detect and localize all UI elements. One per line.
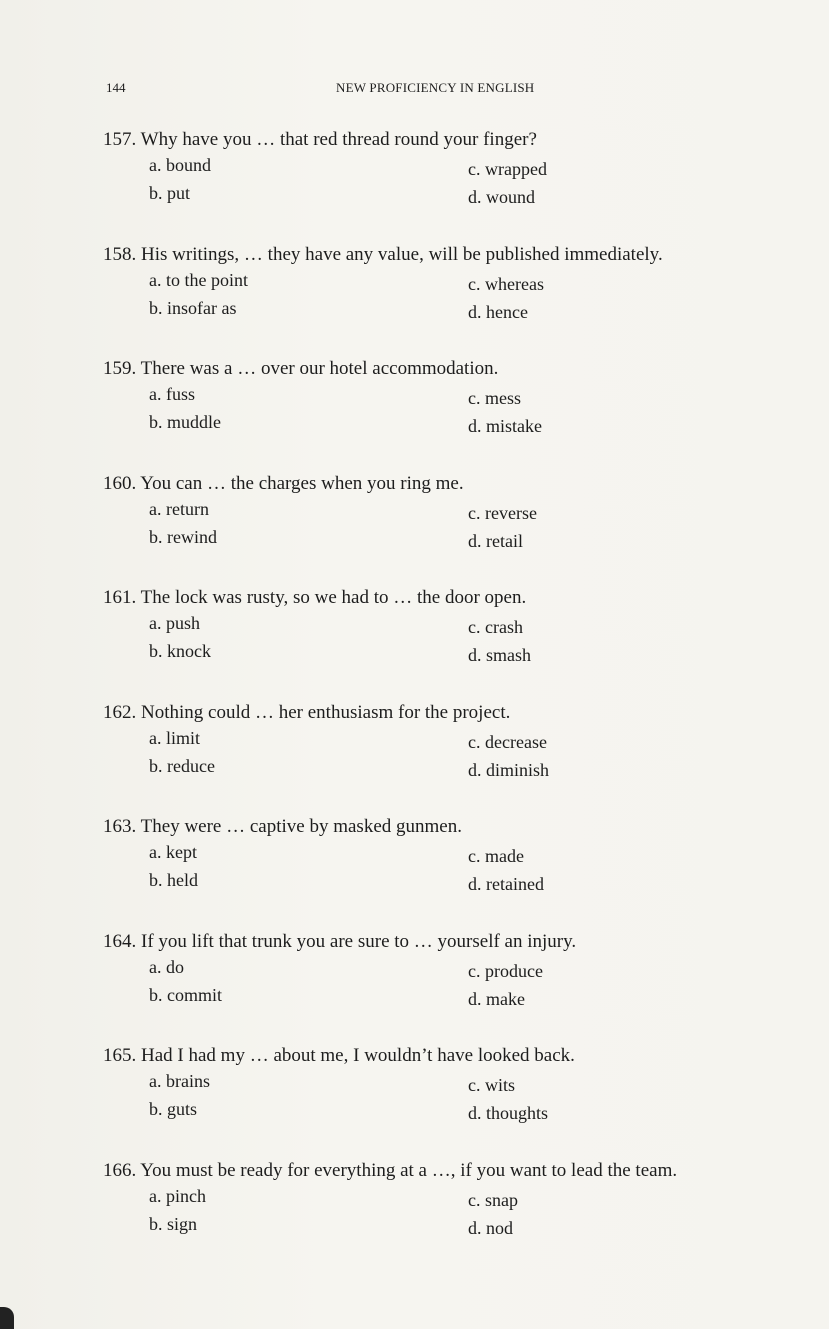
option-a: a. return [149, 498, 209, 519]
question-stem: 163. They were … captive by masked gunmen. [103, 816, 462, 837]
page-number: 144 [106, 80, 126, 95]
option-c: c. snap [468, 1189, 518, 1210]
question-stem: 165. Had I had my … about me, I wouldn’t have looked back. [103, 1045, 575, 1066]
option-d: d. wound [468, 187, 535, 207]
question-stem: 159. There was a … over our hotel accommodation. [103, 358, 499, 379]
answer-options [103, 956, 803, 1012]
answer-options [103, 269, 803, 325]
option-b: b. reduce [149, 755, 215, 776]
question-161 [103, 586, 803, 701]
option-d: d. diminish [468, 759, 550, 780]
question-158 [103, 243, 803, 358]
option-a: a. push [149, 613, 200, 633]
option-c: c. mess [468, 388, 521, 408]
option-c: c. decrease [468, 731, 547, 752]
answer-options [103, 841, 803, 897]
option-b: b. knock [149, 641, 211, 661]
option-a: a. kept [149, 842, 197, 862]
answer-options [103, 498, 803, 554]
option-b: b. put [149, 183, 191, 203]
option-b: b. guts [149, 1099, 198, 1119]
option-b: b. rewind [149, 526, 217, 547]
question-165 [103, 1044, 803, 1159]
answer-options [103, 727, 803, 783]
question-157 [103, 128, 803, 243]
question-stem: 160. You can … the charges when you ring me. [103, 472, 464, 494]
question-stem: 162. Nothing could … her enthusiasm for the project. [103, 701, 511, 723]
option-a: a. limit [149, 727, 200, 748]
answer-options [103, 1185, 803, 1241]
option-a: a. do [149, 956, 184, 977]
question-162 [103, 701, 803, 816]
question-159 [103, 357, 803, 472]
option-a: a. to the point [149, 269, 248, 290]
option-b: b. sign [149, 1213, 198, 1234]
question-160 [103, 472, 803, 587]
question-163 [103, 815, 803, 930]
option-d: d. retail [468, 530, 523, 551]
option-d: d. smash [468, 645, 531, 665]
option-d: d. nod [468, 1217, 513, 1238]
option-a: a. fuss [149, 384, 195, 404]
option-b: b. muddle [149, 412, 221, 432]
option-c: c. crash [468, 617, 523, 637]
option-c: c. wits [468, 1075, 515, 1095]
answer-options [103, 383, 803, 439]
option-a: a. pinch [149, 1185, 206, 1206]
question-list [103, 128, 803, 1273]
option-b: b. insofar as [149, 297, 237, 318]
question-stem: 158. His writings, … they have any value, will be published immediately. [103, 243, 663, 265]
question-164 [103, 930, 803, 1045]
answer-options [103, 612, 803, 668]
option-a: a. bound [149, 155, 211, 175]
option-d: d. retained [468, 874, 544, 894]
option-b: b. held [149, 870, 198, 890]
option-a: a. brains [149, 1071, 210, 1091]
option-b: b. commit [149, 984, 222, 1005]
option-c: c. whereas [468, 273, 544, 294]
option-c: c. produce [468, 960, 543, 981]
option-c: c. reverse [468, 502, 537, 523]
question-stem: 164. If you lift that trunk you are sure to … yourself an injury. [103, 930, 577, 952]
question-stem: 161. The lock was rusty, so we had to … the door open. [103, 587, 527, 608]
page-edge-shadow [0, 1307, 14, 1329]
option-c: c. made [468, 846, 524, 866]
question-166 [103, 1159, 803, 1274]
option-c: c. wrapped [468, 159, 547, 179]
answer-options [103, 154, 803, 210]
option-d: d. mistake [468, 416, 542, 436]
option-d: d. hence [468, 301, 528, 322]
option-d: d. make [468, 988, 525, 1009]
running-title: NEW PROFICIENCY IN ENGLISH [336, 80, 535, 95]
question-stem: 166. You must be ready for everything at a …, if you want to lead the team. [103, 1159, 678, 1181]
option-d: d. thoughts [468, 1103, 549, 1123]
answer-options [103, 1070, 803, 1126]
question-stem: 157. Why have you … that red thread round your finger? [103, 129, 537, 150]
page-header [106, 80, 796, 100]
